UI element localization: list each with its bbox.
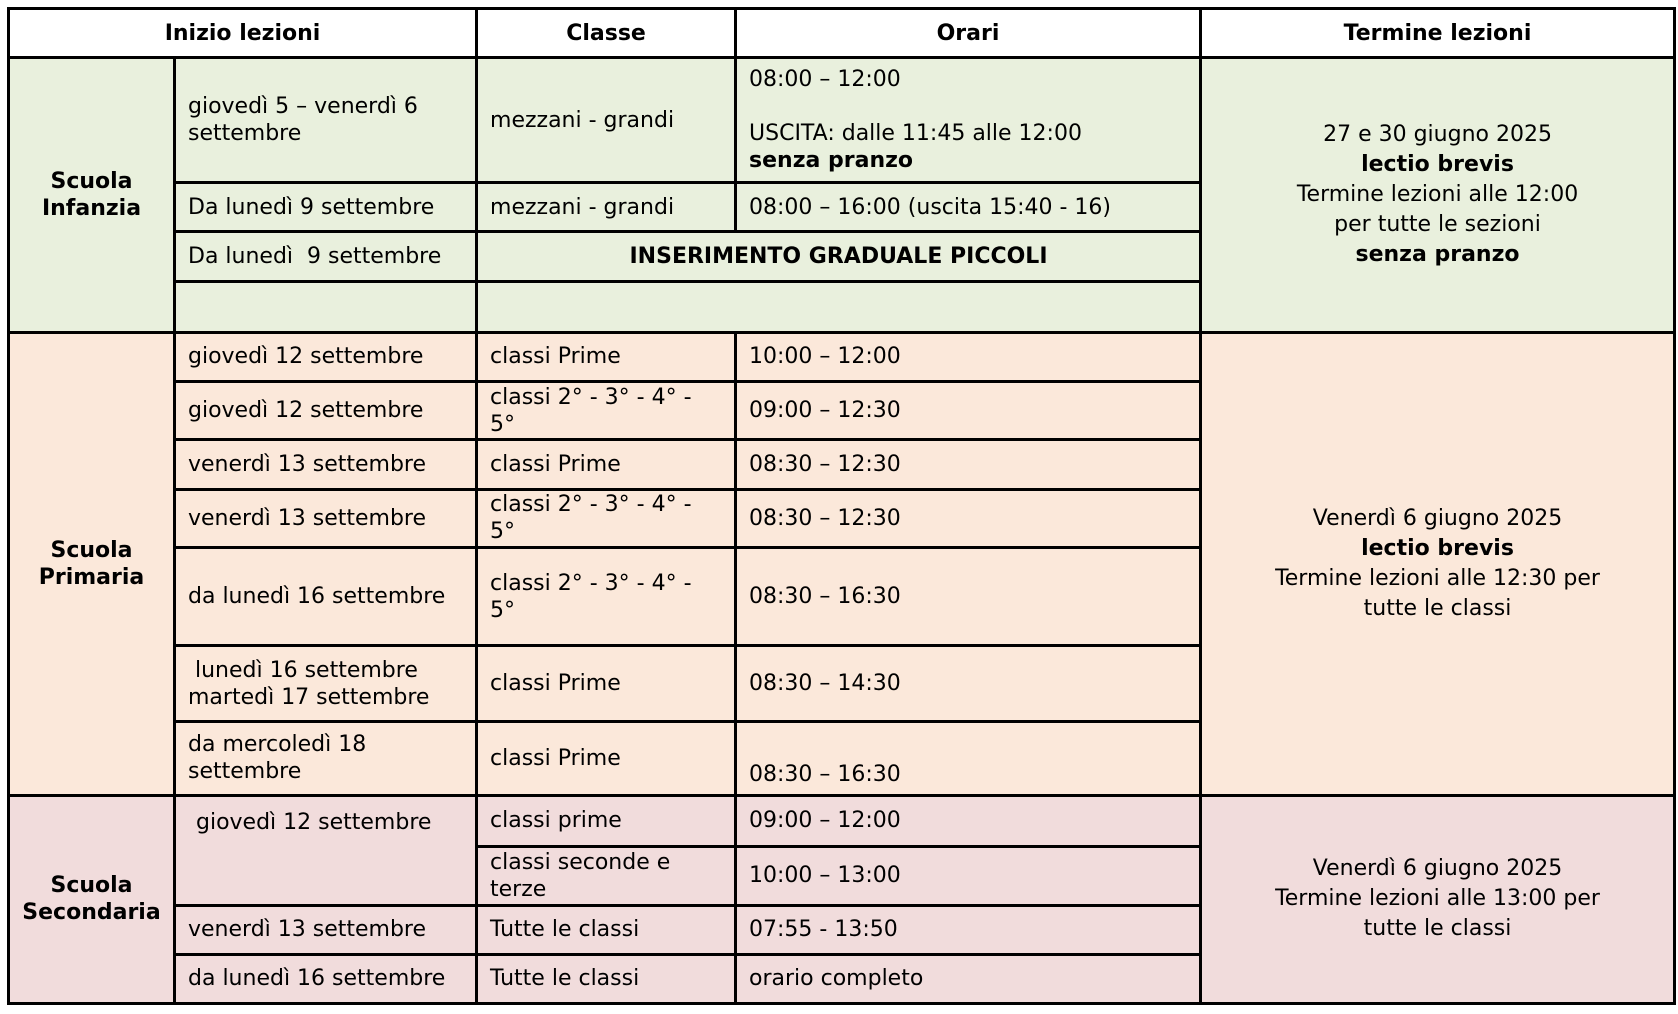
orari-cell: 10:00 – 12:00 — [736, 332, 1201, 381]
inizio-cell: da mercoledì 18 settembre — [175, 722, 477, 796]
classe-cell: Tutte le classi — [477, 905, 736, 954]
classe-cell: classi Prime — [477, 646, 736, 722]
inserimento-graduale-cell: INSERIMENTO GRADUALE PICCOLI — [477, 232, 1201, 281]
classe-cell: classi 2° - 3° - 4° - 5° — [477, 381, 736, 439]
classe-cell: classi 2° - 3° - 4° - 5° — [477, 547, 736, 645]
inizio-cell: venerdì 13 settembre — [175, 440, 477, 489]
header-termine: Termine lezioni — [1201, 9, 1675, 58]
termine-secondaria: Venerdì 6 giugno 2025 Termine lezioni alle 13:00 per tutte le classi — [1201, 795, 1675, 1003]
table-row — [9, 795, 1675, 846]
orari-cell: 08:30 – 12:30 — [736, 440, 1201, 489]
inizio-cell: Da lunedì 9 settembre — [175, 232, 477, 281]
inizio-cell: da lunedì 16 settembre — [175, 547, 477, 645]
schedule-table-wrapper — [7, 7, 1673, 1005]
classe-cell: classi Prime — [477, 440, 736, 489]
inizio-cell: giovedì 12 settembre — [175, 795, 477, 905]
header-orari: Orari — [736, 9, 1201, 58]
orari-cell: 09:00 – 12:30 — [736, 381, 1201, 439]
schedule-table — [7, 7, 1676, 1005]
termine-primaria: Venerdì 6 giugno 2025 lectio brevis Termine lezioni alle 12:30 per tutte le classi — [1201, 332, 1675, 795]
orari-cell: 08:00 – 12:00 USCITA: dalle 11:45 alle 12:00 senza pranzo — [736, 58, 1201, 183]
classe-cell: classi Prime — [477, 332, 736, 381]
classe-cell: classi 2° - 3° - 4° - 5° — [477, 489, 736, 547]
inizio-cell: giovedì 12 settembre — [175, 381, 477, 439]
school-infanzia: Scuola Infanzia — [9, 58, 175, 333]
termine-infanzia: 27 e 30 giugno 2025 lectio brevis Termine lezioni alle 12:00 per tutte le sezioni senza pranzo — [1201, 58, 1675, 333]
orari-cell: 08:30 – 14:30 — [736, 646, 1201, 722]
inizio-cell: giovedì 12 settembre — [175, 332, 477, 381]
table-row — [9, 332, 1675, 381]
header-inizio: Inizio lezioni — [9, 9, 477, 58]
school-primaria: Scuola Primaria — [9, 332, 175, 795]
inizio-cell: giovedì 5 – venerdì 6 settembre — [175, 58, 477, 183]
classe-cell: classi Prime — [477, 722, 736, 796]
orari-cell: 08:30 – 16:30 — [736, 547, 1201, 645]
orari-cell: 08:00 – 16:00 (uscita 15:40 - 16) — [736, 183, 1201, 232]
empty-cell — [477, 281, 1201, 332]
classe-cell: Tutte le classi — [477, 954, 736, 1003]
orari-cell: 09:00 – 12:00 — [736, 795, 1201, 846]
classe-cell: mezzani - grandi — [477, 183, 736, 232]
inizio-cell: Da lunedì 9 settembre — [175, 183, 477, 232]
orari-cell: 08:30 – 12:30 — [736, 489, 1201, 547]
header-classe: Classe — [477, 9, 736, 58]
inizio-cell: lunedì 16 settembre martedì 17 settembre — [175, 646, 477, 722]
empty-cell — [175, 281, 477, 332]
header-row — [9, 9, 1675, 58]
classe-cell: classi seconde e terze — [477, 847, 736, 905]
orari-cell: 07:55 - 13:50 — [736, 905, 1201, 954]
orari-cell: orario completo — [736, 954, 1201, 1003]
orari-cell: 10:00 – 13:00 — [736, 847, 1201, 905]
orari-cell: 08:30 – 16:30 — [736, 722, 1201, 796]
inizio-cell: da lunedì 16 settembre — [175, 954, 477, 1003]
table-row — [9, 58, 1675, 183]
classe-cell: mezzani - grandi — [477, 58, 736, 183]
inizio-cell: venerdì 13 settembre — [175, 489, 477, 547]
inizio-cell: venerdì 13 settembre — [175, 905, 477, 954]
classe-cell: classi prime — [477, 795, 736, 846]
school-secondaria: Scuola Secondaria — [9, 795, 175, 1003]
